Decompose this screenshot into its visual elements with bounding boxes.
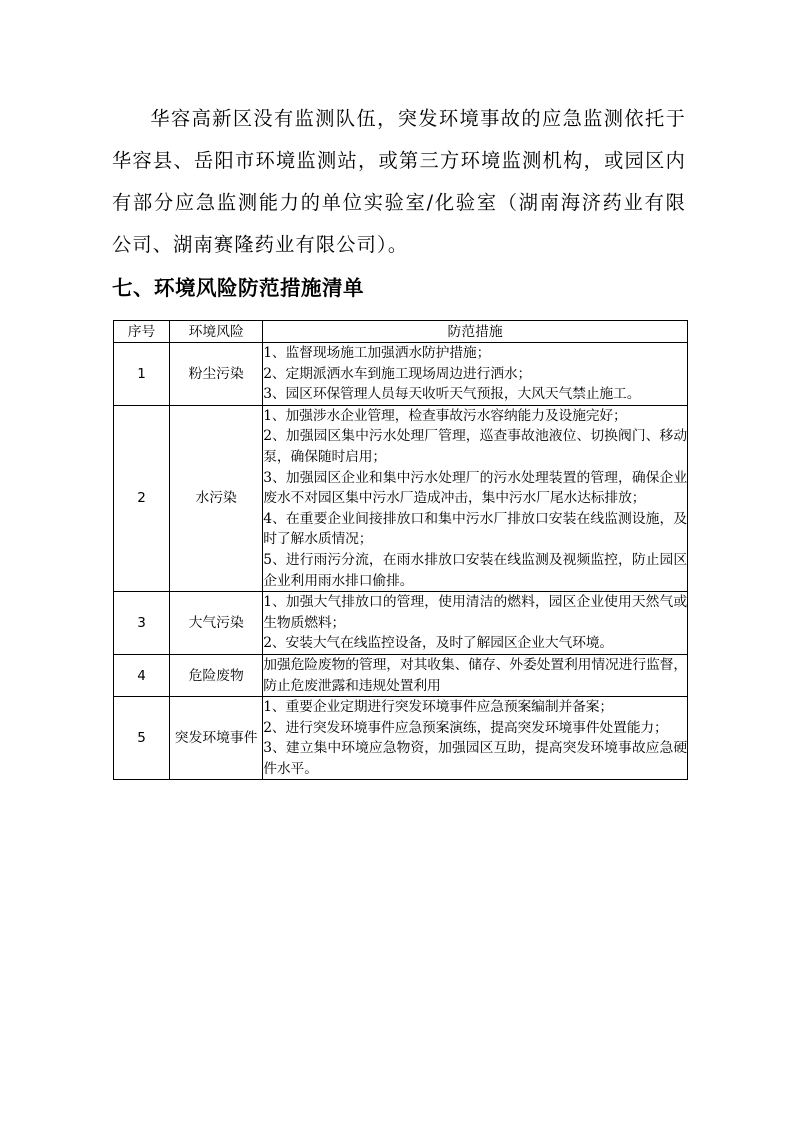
- risk-type: 粉尘污染: [170, 343, 263, 406]
- row-number: 5: [114, 697, 170, 780]
- measure-item: 1、重要企业定期进行突发环境事件应急预案编制并备案；: [263, 699, 614, 716]
- measure-item: 5、进行雨污分流，在雨水排放口安装在线监测及视频监控，防止园区企业利用雨水排口偷排。: [263, 551, 687, 589]
- measure-cell: [263, 654, 688, 696]
- measure-cell: [263, 697, 688, 780]
- section-heading: 七、环境风险防范措施清单: [112, 276, 364, 300]
- measure-item: 3、加强园区企业和集中污水处理厂的污水处理装置的管理，确保企业废水不对园区集中污水厂造成冲击，集中污水厂尾水达标排放；: [263, 469, 687, 507]
- table-row: [114, 343, 688, 406]
- table-row: [114, 697, 688, 780]
- table-row: [114, 405, 688, 591]
- risk-type: 危险废物: [170, 654, 263, 696]
- measure-item: 1、监督现场施工加强洒水防护措施；: [263, 345, 491, 361]
- risk-prevention-table: [113, 320, 688, 780]
- row-number: 1: [114, 343, 170, 406]
- measure-item: 2、安装大气在线监控设备，及时了解园区企业大气环境。: [263, 635, 614, 652]
- measure-item: 1、加强大气排放口的管理，使用清洁的燃料，园区企业使用天然气或生物质燃料；: [263, 594, 687, 631]
- measure-item: 1、加强涉水企业管理，检查事故污水容纳能力及设施完好；: [263, 407, 627, 424]
- row-number: 3: [114, 592, 170, 655]
- risk-type: 突发环境事件: [170, 697, 263, 780]
- row-number: 4: [114, 654, 170, 696]
- risk-type: 水污染: [170, 405, 263, 591]
- header-measures: 防范措施: [263, 321, 688, 343]
- risk-type: 大气污染: [170, 592, 263, 655]
- header-no: 序号: [114, 321, 170, 343]
- row-number: 2: [114, 405, 170, 591]
- measure-item: 2、加强园区集中污水处理厂管理，巡查事故池液位、切换阀门、移动泵，确保随时启用；: [263, 428, 687, 465]
- header-risk: 环境风险: [170, 321, 263, 343]
- measure-cell: [263, 592, 688, 655]
- measure-item: 3、园区环保管理人员每天收听天气预报，大风天气禁止施工。: [263, 386, 641, 403]
- measure-item: 2、进行突发环境事件应急预案演练，提高突发环境事件处置能力；: [263, 719, 668, 736]
- table-row: [114, 592, 688, 655]
- intro-paragraph: 华容高新区没有监测队伍，突发环境事故的应急监测依托于华容县、岳阳市环境监测站，或第三方环境监测机构，或园区内有部分应急监测能力的单位实验室/化验室（湖南海济药业有限公司、湖南赛隆药业有限公司）。: [112, 107, 686, 256]
- measure-item: 3、建立集中环境应急物资，加强园区互助，提高突发环境事故应急硬件水平。: [263, 740, 687, 777]
- table-header-row: [114, 321, 688, 343]
- measure-item: 2、定期派洒水车到施工现场周边进行洒水；: [263, 365, 532, 382]
- measure-item: 4、在重要企业间接排放口和集中污水厂排放口安装在线监测设施，及时了解水质情况；: [263, 510, 687, 548]
- measure-item: 加强危险废物的管理，对其收集、储存、外委处置利用情况进行监督，防止危废泄露和违规处置利用: [263, 656, 687, 694]
- table-row: [114, 654, 688, 696]
- measure-cell: [263, 343, 688, 406]
- measure-cell: [263, 405, 688, 591]
